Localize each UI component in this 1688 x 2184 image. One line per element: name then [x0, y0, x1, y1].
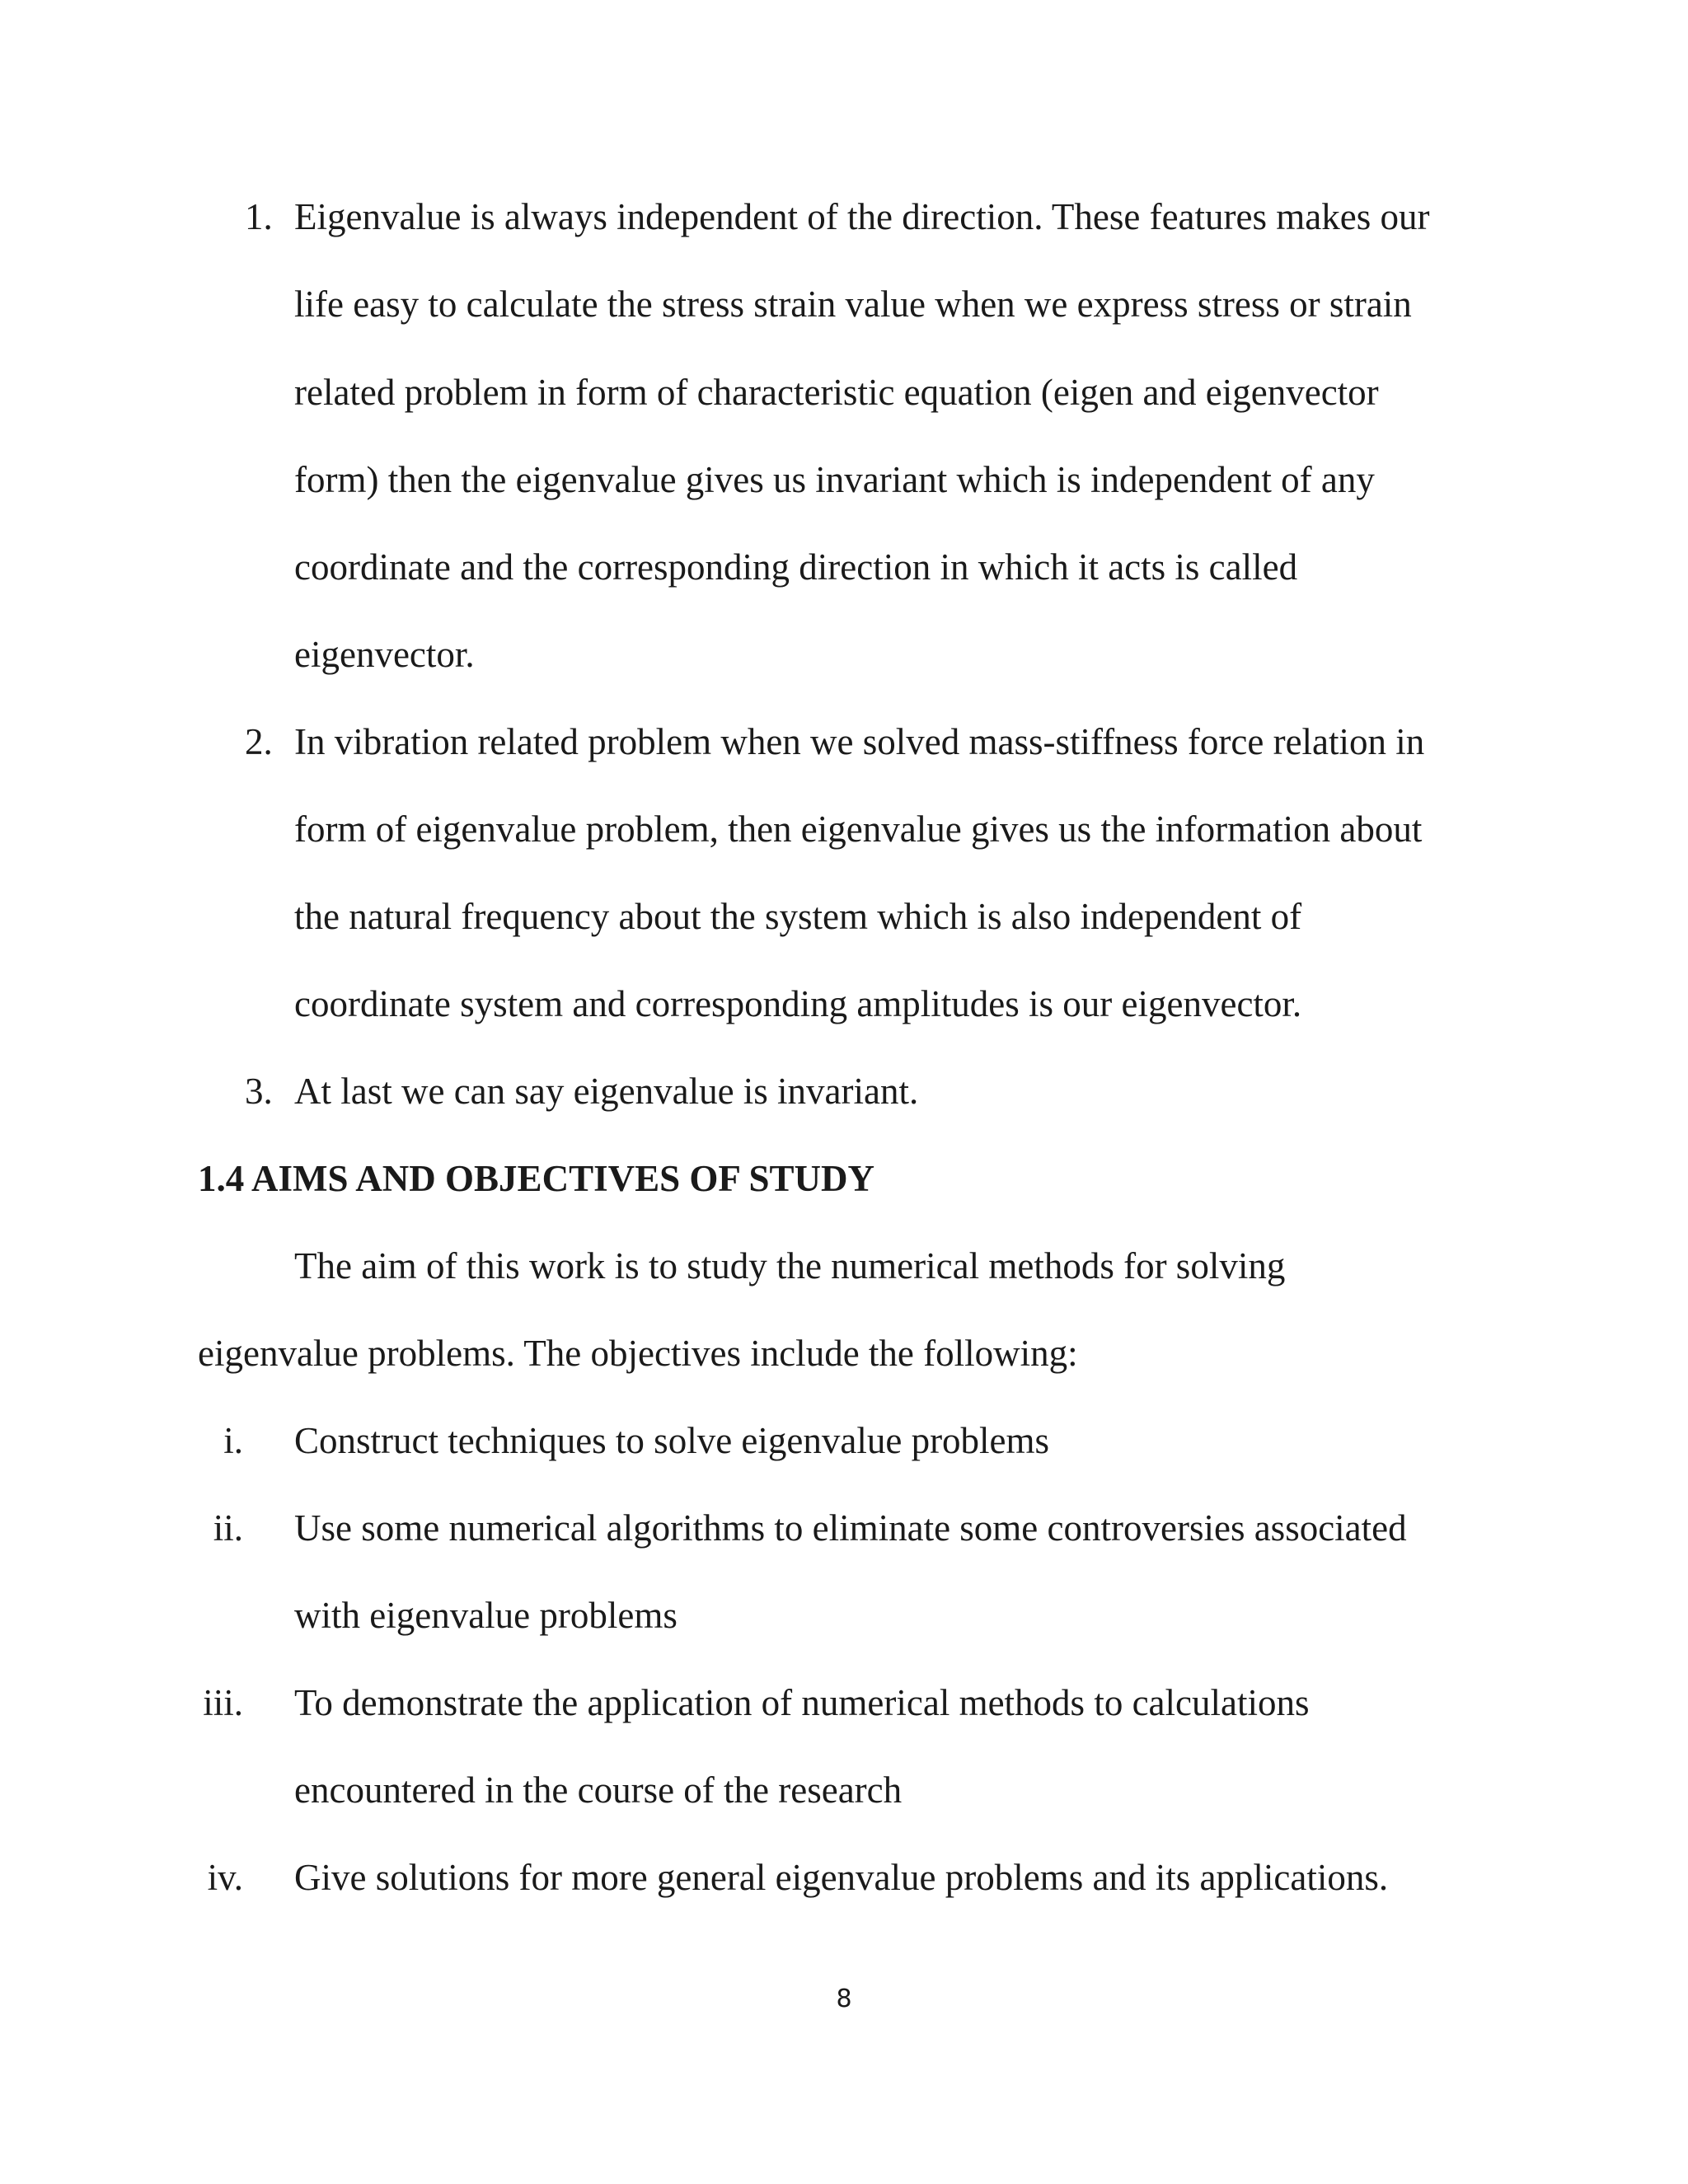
- list-item-text: eigenvector.: [294, 634, 475, 675]
- list-item-text: Eigenvalue is always independent of the direction. These features makes our: [294, 196, 1430, 237]
- objective-marker: i.: [223, 1420, 243, 1461]
- list-item-text: coordinate and the corresponding direction in which it acts is called: [294, 546, 1298, 588]
- section-heading: 1.4 AIMS AND OBJECTIVES OF STUDY: [198, 1158, 874, 1199]
- list-marker: 3.: [245, 1071, 273, 1112]
- list-item-text: form of eigenvalue problem, then eigenvalue gives us the information about: [294, 808, 1423, 850]
- paragraph-line: The aim of this work is to study the numerical methods for solving: [294, 1245, 1286, 1286]
- objective-marker: iv.: [207, 1857, 243, 1898]
- list-item-text: the natural frequency about the system which is also independent of: [294, 896, 1302, 937]
- list-item-text: life easy to calculate the stress strain value when we express stress or strain: [294, 284, 1412, 325]
- objective-marker: ii.: [213, 1507, 243, 1549]
- objective-text: To demonstrate the application of numerical methods to calculations: [294, 1682, 1310, 1723]
- objective-text: encountered in the course of the research: [294, 1769, 903, 1811]
- objective-text: with eigenvalue problems: [294, 1595, 678, 1636]
- page-number: 8: [836, 1985, 852, 2013]
- list-marker: 1.: [245, 196, 273, 237]
- list-item-text: In vibration related problem when we solved mass-stiffness force relation in: [294, 721, 1425, 762]
- paragraph-line: eigenvalue problems. The objectives include the following:: [198, 1333, 1078, 1374]
- objective-marker: iii.: [203, 1682, 243, 1723]
- objective-text: Use some numerical algorithms to eliminate some controversies associated: [294, 1507, 1407, 1549]
- objective-text: Give solutions for more general eigenvalue problems and its applications.: [294, 1857, 1389, 1898]
- list-marker: 2.: [245, 721, 273, 762]
- objective-text: Construct techniques to solve eigenvalue problems: [294, 1420, 1050, 1461]
- list-item-text: form) then the eigenvalue gives us invariant which is independent of any: [294, 459, 1375, 500]
- list-item-text: related problem in form of characteristic equation (eigen and eigenvector: [294, 372, 1379, 413]
- list-item-text: At last we can say eigenvalue is invariant.: [294, 1071, 919, 1112]
- list-item-text: coordinate system and corresponding amplitudes is our eigenvector.: [294, 983, 1302, 1024]
